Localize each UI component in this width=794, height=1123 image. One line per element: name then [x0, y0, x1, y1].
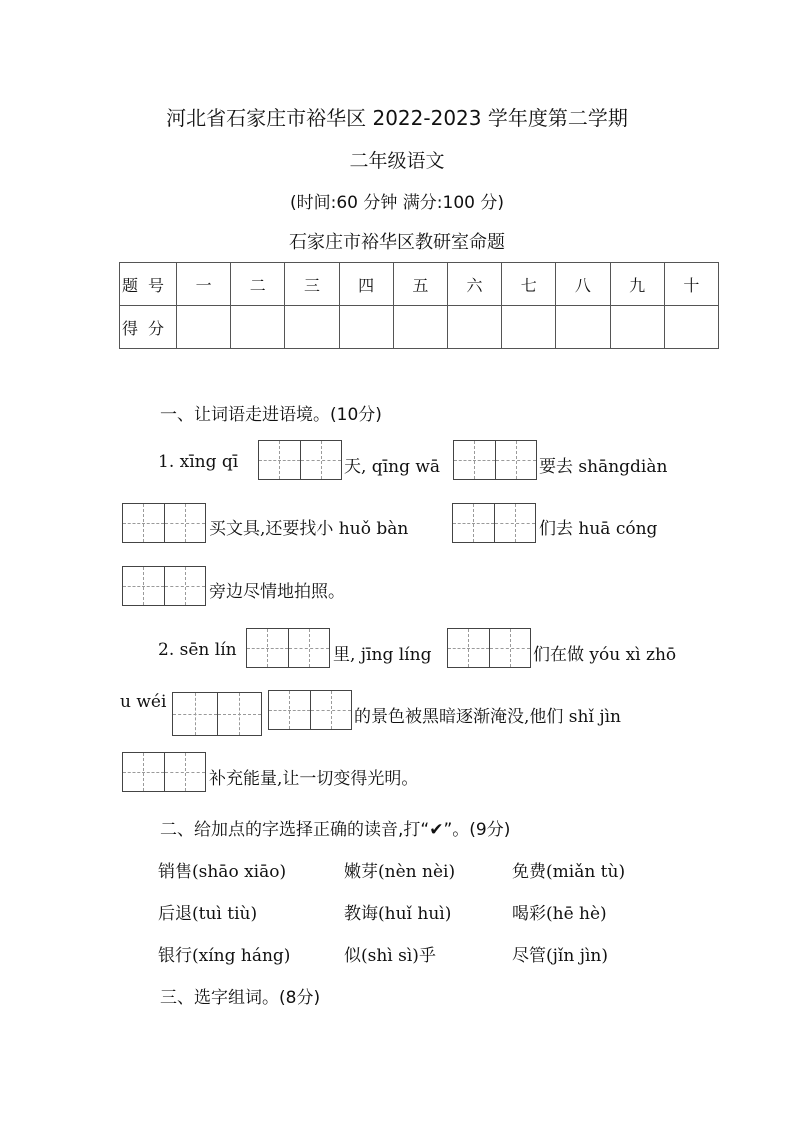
row-label-question: 题号 [120, 263, 177, 306]
q2-text-2: 里, jīng líng [333, 645, 432, 665]
score-table-score-row [120, 306, 719, 349]
pinyin-choice-item: 似(shì sì)乎 [344, 946, 436, 966]
score-cell[interactable] [285, 306, 339, 349]
pinyin-choice-item: 后退(tuì tiù) [158, 904, 258, 924]
exam-issuer: 石家庄市裕华区教研室命题 [289, 232, 505, 253]
column-10: 十 [664, 263, 718, 306]
score-cell[interactable] [231, 306, 285, 349]
section3-heading: 三、选字组词。(8分) [160, 988, 321, 1008]
score-table [119, 262, 719, 349]
column-4: 四 [339, 263, 393, 306]
answer-box[interactable] [268, 690, 352, 730]
column-8: 八 [556, 263, 610, 306]
q2-text-4: u wéi [120, 692, 167, 712]
answer-box[interactable] [172, 692, 262, 736]
column-2: 二 [231, 263, 285, 306]
row-label-score: 得分 [120, 306, 177, 349]
column-9: 九 [610, 263, 664, 306]
column-3: 三 [285, 263, 339, 306]
q1-text-6: 旁边尽情地拍照。 [209, 582, 345, 602]
score-cell[interactable] [502, 306, 556, 349]
column-5: 五 [393, 263, 447, 306]
answer-box[interactable] [453, 440, 537, 480]
q1-text-3: 要去 shāngdiàn [539, 457, 668, 477]
column-7: 七 [502, 263, 556, 306]
score-cell[interactable] [177, 306, 231, 349]
exam-title: 河北省石家庄市裕华区 2022-2023 学年度第二学期 [166, 106, 628, 130]
answer-box[interactable] [258, 440, 342, 480]
score-cell[interactable] [556, 306, 610, 349]
score-cell[interactable] [339, 306, 393, 349]
pinyin-choice-item: 教诲(huǐ huì) [344, 904, 452, 924]
answer-box[interactable] [447, 628, 531, 668]
answer-box[interactable] [452, 503, 536, 543]
pinyin-choice-item: 尽管(jǐn jìn) [512, 946, 608, 966]
column-6: 六 [447, 263, 501, 306]
pinyin-choice-item: 销售(shāo xiāo) [158, 862, 287, 882]
score-cell[interactable] [610, 306, 664, 349]
q2-text-6: 补充能量,让一切变得光明。 [209, 769, 419, 789]
answer-box[interactable] [246, 628, 330, 668]
score-cell[interactable] [664, 306, 718, 349]
q2-text-1: 2. sēn lín [158, 640, 237, 660]
q1-text-2: 天, qīng wā [344, 457, 441, 477]
score-cell[interactable] [393, 306, 447, 349]
exam-subtitle: 二年级语文 [349, 150, 445, 172]
column-1: 一 [177, 263, 231, 306]
q2-text-3: 们在做 yóu xì zhō [533, 645, 677, 665]
section1-heading: 一、让词语走进语境。(10分) [160, 405, 382, 425]
score-table-header-row [120, 263, 719, 306]
q1-text-4: 买文具,还要找小 huǒ bàn [209, 519, 409, 539]
q2-text-5: 的景色被黑暗逐渐淹没,他们 shǐ jìn [354, 707, 621, 727]
exam-info: (时间:60 分钟 满分:100 分) [289, 193, 504, 213]
answer-box[interactable] [122, 503, 206, 543]
q1-text-5: 们去 huā cóng [539, 519, 658, 539]
pinyin-choice-item: 嫩芽(nèn nèi) [344, 862, 456, 882]
pinyin-choice-item: 免费(miǎn tù) [512, 862, 626, 882]
pinyin-choice-item: 银行(xíng háng) [158, 946, 291, 966]
pinyin-choice-item: 喝彩(hē hè) [512, 904, 607, 924]
q1-text-1: 1. xīng qī [158, 452, 239, 472]
section2-heading: 二、给加点的字选择正确的读音,打“✔”。(9分) [160, 820, 511, 840]
answer-box[interactable] [122, 752, 206, 792]
answer-box[interactable] [122, 566, 206, 606]
score-cell[interactable] [447, 306, 501, 349]
